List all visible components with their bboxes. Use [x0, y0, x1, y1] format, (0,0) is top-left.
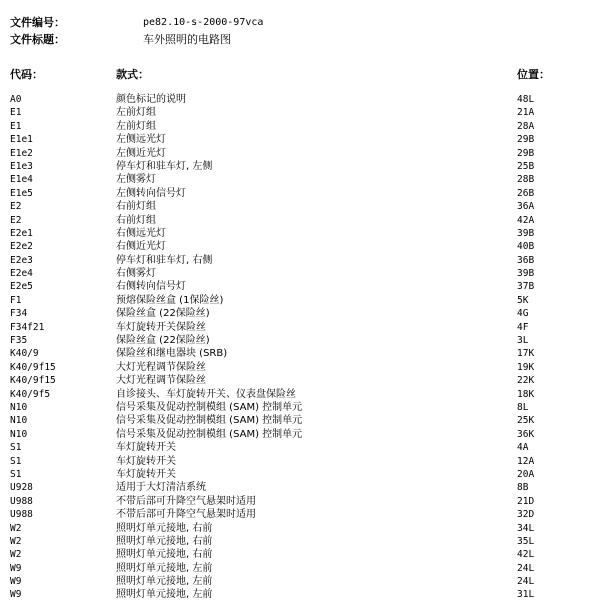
row-code: K40/9f15	[10, 375, 56, 387]
row-style: 照明灯单元接地, 右前	[116, 535, 213, 547]
row-position: 19K	[517, 361, 535, 373]
row-style: 信号采集及促动控制模组 (SAM) 控制单元	[116, 401, 303, 413]
table-row	[0, 575, 601, 588]
row-position: 4F	[517, 321, 529, 333]
row-position: 18K	[517, 388, 535, 400]
row-code: E1e1	[10, 134, 33, 146]
row-style: 不带后部可升降空气悬架时适用	[116, 495, 256, 507]
table-row	[0, 200, 601, 213]
row-code: E2e2	[10, 241, 33, 253]
row-code: N10	[10, 428, 28, 440]
row-code: S1	[10, 468, 22, 480]
table-row	[0, 254, 601, 267]
row-position: 17K	[517, 348, 535, 360]
row-position: 48L	[517, 94, 535, 105]
row-position: 35L	[517, 535, 535, 547]
row-position: 34L	[517, 522, 535, 534]
row-code: E1e5	[10, 187, 33, 199]
row-code: E1e3	[10, 160, 33, 172]
row-position: 4A	[517, 442, 529, 454]
row-position: 25K	[517, 415, 535, 427]
table-row	[0, 401, 601, 414]
row-position: 3L	[517, 335, 529, 347]
row-position: 36A	[517, 201, 535, 213]
table-row	[0, 347, 601, 360]
table-row	[0, 187, 601, 200]
table-row	[0, 414, 601, 427]
table-row	[0, 468, 601, 481]
table-row	[0, 321, 601, 334]
row-code: E2	[10, 201, 22, 213]
row-position: 36K	[517, 428, 535, 440]
row-position: 24L	[517, 562, 535, 574]
row-code: W2	[10, 535, 22, 547]
row-code: E1	[10, 120, 22, 132]
row-code: U988	[10, 509, 33, 521]
row-position: 8B	[517, 482, 529, 494]
row-style: 右前灯组	[116, 214, 156, 226]
row-code: F1	[10, 294, 22, 306]
row-style: 照明灯单元接地, 左前	[116, 562, 213, 574]
table-row	[0, 120, 601, 133]
table-row	[0, 334, 601, 347]
row-code: E2	[10, 214, 22, 226]
row-position: 26B	[517, 187, 535, 199]
table-row	[0, 495, 601, 508]
row-code: U988	[10, 495, 33, 507]
row-position: 28A	[517, 120, 535, 132]
row-code: N10	[10, 415, 28, 427]
row-code: W9	[10, 562, 22, 574]
row-position: 24L	[517, 576, 535, 588]
row-position: 25B	[517, 160, 535, 172]
row-code: W9	[10, 576, 22, 588]
row-style: 右侧近光灯	[116, 241, 166, 253]
row-style: 车灯旋转开关保险丝	[116, 321, 206, 333]
row-code: S1	[10, 442, 22, 454]
row-style: 车灯旋转开关	[116, 468, 176, 480]
row-code: F34	[10, 308, 28, 320]
row-code: S1	[10, 455, 22, 467]
row-code: W2	[10, 549, 22, 561]
component-table	[0, 93, 601, 602]
row-position: 8L	[517, 401, 529, 413]
row-code: F34f21	[10, 321, 45, 333]
row-style: 停车灯和驻车灯, 右侧	[116, 254, 213, 266]
row-code: F35	[10, 335, 28, 347]
row-code: E1e4	[10, 174, 33, 186]
row-position: 37B	[517, 281, 535, 293]
table-row	[0, 294, 601, 307]
row-position: 4G	[517, 308, 529, 320]
table-row	[0, 227, 601, 240]
row-position: 28B	[517, 174, 535, 186]
table-row	[0, 240, 601, 253]
row-style: 右前灯组	[116, 201, 156, 213]
row-code: E1	[10, 107, 22, 119]
row-style: 左侧转向信号灯	[116, 187, 186, 199]
row-code: E2e1	[10, 227, 33, 239]
row-position: 29B	[517, 147, 535, 159]
row-style: 左侧雾灯	[116, 174, 156, 186]
table-row	[0, 481, 601, 494]
row-style: 左前灯组	[116, 120, 156, 132]
file-number-value: pe82.10-s-2000-97vca	[143, 17, 264, 28]
table-row	[0, 588, 601, 601]
table-row	[0, 455, 601, 468]
row-style: 照明灯单元接地, 右前	[116, 522, 213, 534]
table-row	[0, 214, 601, 227]
table-row	[0, 535, 601, 548]
row-style: 右侧远光灯	[116, 227, 166, 239]
row-code: W2	[10, 522, 22, 534]
row-code: K40/9f15	[10, 361, 56, 373]
row-position: 21A	[517, 107, 535, 119]
table-row	[0, 361, 601, 374]
row-code: E2e3	[10, 254, 33, 266]
row-style: 车灯旋转开关	[116, 455, 176, 467]
table-row	[0, 428, 601, 441]
row-code: W9	[10, 589, 22, 601]
table-row	[0, 388, 601, 401]
row-style: 自诊接头、车灯旋转开关、仪表盘保险丝	[116, 388, 296, 400]
table-row	[0, 374, 601, 387]
table-row	[0, 147, 601, 160]
row-style: 信号采集及促动控制模组 (SAM) 控制单元	[116, 415, 303, 427]
row-style: 预熔保险丝盒 (1保险丝)	[116, 294, 224, 306]
table-row	[0, 160, 601, 173]
header-position: 位置：	[517, 68, 550, 81]
row-style: 颜色标记的说明	[116, 94, 186, 105]
table-row	[0, 93, 601, 106]
table-row	[0, 307, 601, 320]
row-style: 大灯光程调节保险丝	[116, 375, 206, 387]
row-style: 保险丝盒 (22保险丝)	[116, 335, 210, 347]
row-style: 保险丝盒 (22保险丝)	[116, 308, 210, 320]
table-row	[0, 106, 601, 119]
header-code: 代码：	[10, 68, 43, 81]
header-style: 款式：	[116, 68, 149, 81]
row-position: 12A	[517, 455, 535, 467]
row-position: 20A	[517, 468, 535, 480]
row-position: 39B	[517, 227, 535, 239]
row-code: E2e5	[10, 281, 33, 293]
row-code: U928	[10, 482, 33, 494]
row-style: 停车灯和驻车灯, 左侧	[116, 160, 213, 172]
row-code: K40/9f5	[10, 388, 51, 400]
row-position: 31L	[517, 589, 535, 601]
row-position: 40B	[517, 241, 535, 253]
row-style: 照明灯单元接地, 右前	[116, 549, 213, 561]
row-code: E1e2	[10, 147, 33, 159]
row-style: 右侧转向信号灯	[116, 281, 186, 293]
row-position: 5K	[517, 294, 529, 306]
row-style: 信号采集及促动控制模组 (SAM) 控制单元	[116, 428, 303, 440]
row-position: 42L	[517, 549, 535, 561]
row-code: N10	[10, 401, 28, 413]
table-row	[0, 548, 601, 561]
row-position: 22K	[517, 375, 535, 387]
row-code: A0	[10, 94, 22, 105]
row-code: K40/9	[10, 348, 39, 360]
row-style: 不带后部可升降空气悬架时适用	[116, 509, 256, 521]
row-position: 32D	[517, 509, 535, 521]
row-style: 右侧雾灯	[116, 268, 156, 280]
row-code: E2e4	[10, 268, 33, 280]
row-position: 42A	[517, 214, 535, 226]
row-style: 车灯旋转开关	[116, 442, 176, 454]
row-style: 适用于大灯清洁系统	[116, 482, 206, 494]
file-number-label: 文件编号：	[10, 16, 65, 29]
table-row	[0, 280, 601, 293]
row-style: 左前灯组	[116, 107, 156, 119]
table-row	[0, 508, 601, 521]
row-position: 21D	[517, 495, 535, 507]
row-position: 29B	[517, 134, 535, 146]
row-style: 左侧远光灯	[116, 134, 166, 146]
row-style: 左侧近光灯	[116, 147, 166, 159]
file-title-label: 文件标题：	[10, 33, 65, 46]
row-style: 照明灯单元接地, 左前	[116, 576, 213, 588]
table-row	[0, 133, 601, 146]
row-position: 36B	[517, 254, 535, 266]
table-row	[0, 441, 601, 454]
table-row	[0, 173, 601, 186]
row-style: 照明灯单元接地, 左前	[116, 589, 213, 601]
row-style: 保险丝和继电器块 (SRB)	[116, 348, 228, 360]
table-row	[0, 522, 601, 535]
table-row	[0, 562, 601, 575]
table-row	[0, 267, 601, 280]
row-position: 39B	[517, 268, 535, 280]
row-style: 大灯光程调节保险丝	[116, 361, 206, 373]
file-title-value: 车外照明的电路图	[143, 33, 231, 46]
